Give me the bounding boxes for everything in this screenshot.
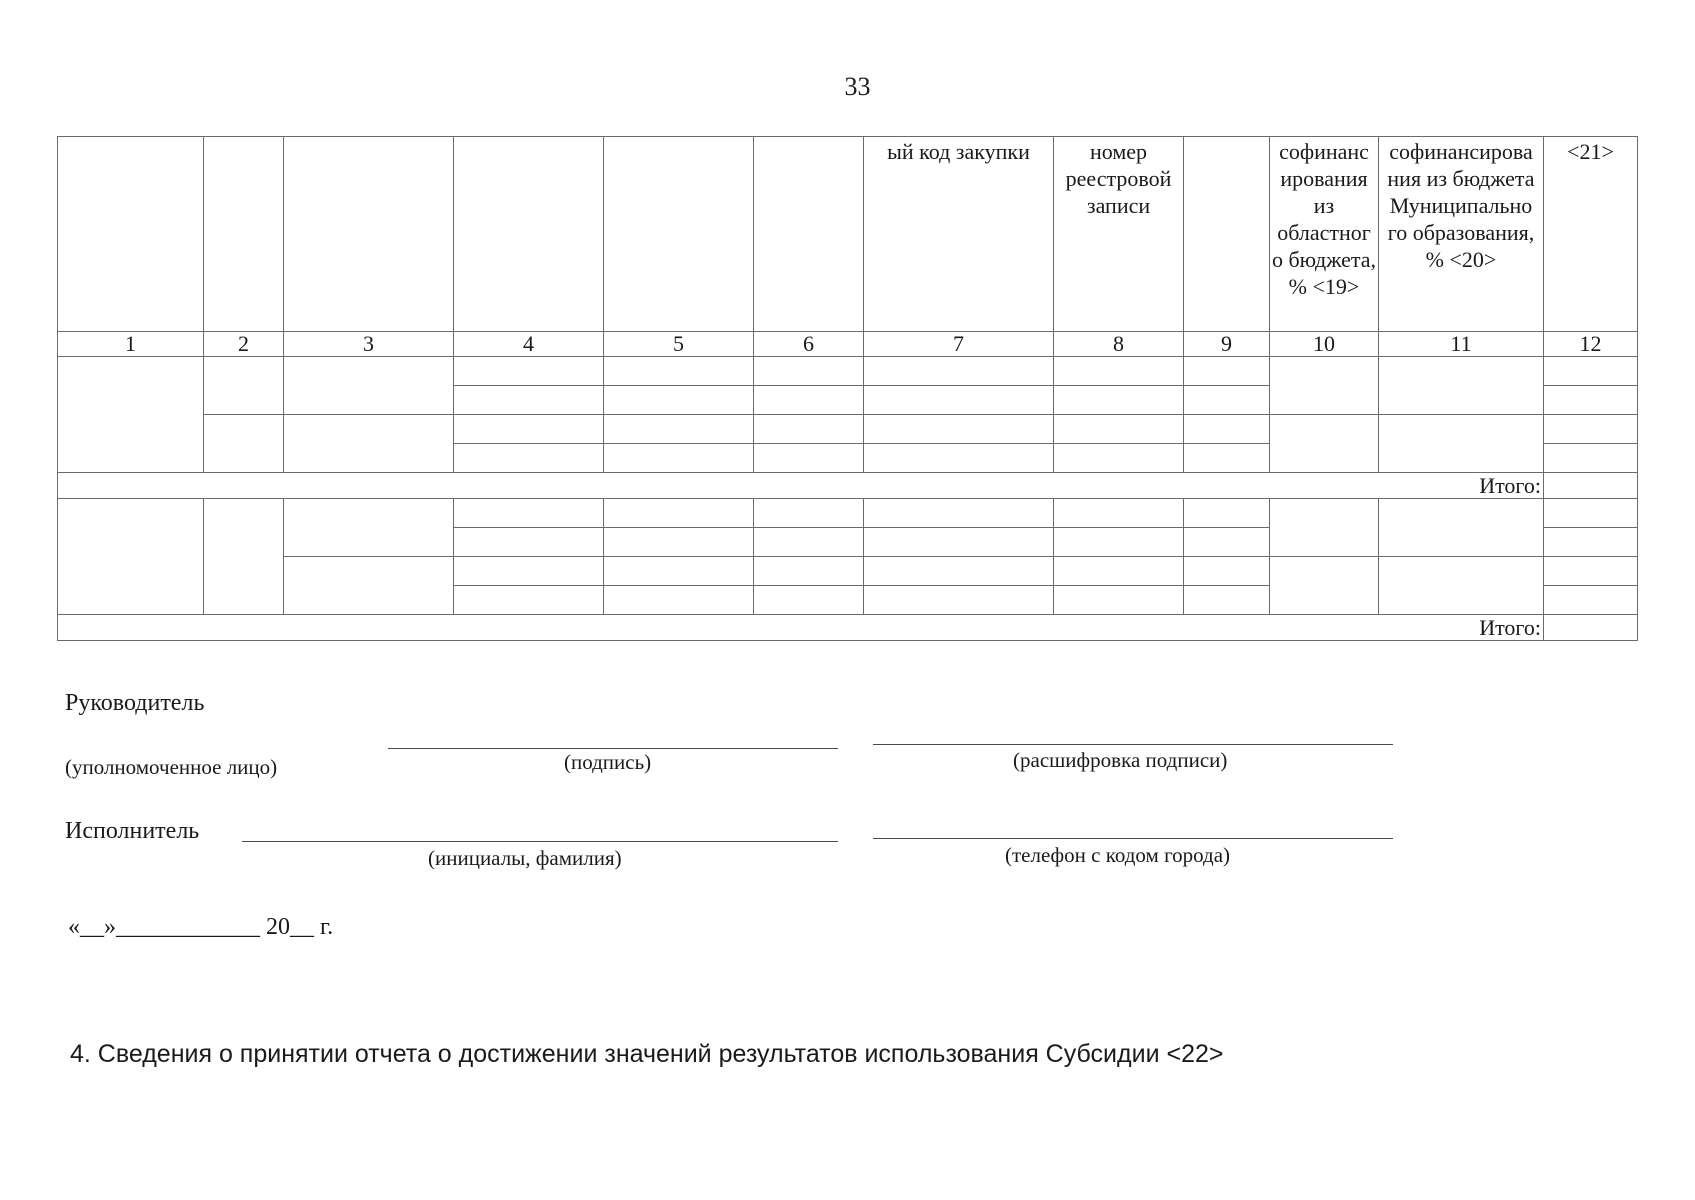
header-procurement-code: ый код закупки bbox=[864, 137, 1054, 332]
column-number: 7 bbox=[864, 332, 1054, 357]
column-number: 10 bbox=[1270, 332, 1379, 357]
head-label: Руководитель bbox=[65, 690, 205, 716]
date-line: «__»____________ 20__ г. bbox=[68, 914, 334, 940]
column-number: 2 bbox=[204, 332, 284, 357]
total-label: Итого: bbox=[58, 615, 1544, 641]
section-title: 4. Сведения о принятии отчета о достижении значений результатов использования Субсидии <22> bbox=[70, 1040, 1224, 1068]
phone-line bbox=[873, 838, 1393, 839]
header-cell-6 bbox=[754, 137, 864, 332]
executor-label: Исполнитель bbox=[65, 818, 200, 844]
signature-decoding-line bbox=[873, 744, 1393, 745]
authorized-person-label: (уполномоченное лицо) bbox=[65, 755, 278, 779]
header-cell-2 bbox=[204, 137, 284, 332]
phone-caption: (телефон с кодом города) bbox=[1005, 843, 1231, 867]
table-row bbox=[58, 415, 1638, 444]
total-row bbox=[58, 615, 1638, 641]
signature-decoding-caption: (расшифровка подписи) bbox=[1013, 748, 1228, 772]
header-cell-3 bbox=[284, 137, 454, 332]
column-number: 3 bbox=[284, 332, 454, 357]
total-value bbox=[1544, 473, 1638, 499]
header-cell-1 bbox=[58, 137, 204, 332]
header-cell-4 bbox=[454, 137, 604, 332]
total-row bbox=[58, 473, 1638, 499]
page-number: 33 bbox=[844, 72, 871, 101]
column-number: 6 bbox=[754, 332, 864, 357]
initials-caption: (инициалы, фамилия) bbox=[428, 846, 622, 870]
report-table bbox=[57, 136, 1638, 641]
header-municipal-cofinancing: софинансирова ния из бюджета Муниципально го образования, % <20> bbox=[1379, 137, 1544, 332]
signature-caption: (подпись) bbox=[564, 750, 652, 774]
column-number: 1 bbox=[58, 332, 204, 357]
total-value bbox=[1544, 615, 1638, 641]
table-row bbox=[58, 557, 1638, 586]
table-row bbox=[58, 499, 1638, 528]
column-number: 9 bbox=[1184, 332, 1270, 357]
header-regional-cofinancing: софинанс ирования из областног о бюджета, % <19> bbox=[1270, 137, 1379, 332]
header-cell-5 bbox=[604, 137, 754, 332]
total-label: Итого: bbox=[58, 473, 1544, 499]
initials-line bbox=[242, 841, 838, 842]
header-registry-number: номер реестровой записи bbox=[1054, 137, 1184, 332]
signature-line bbox=[388, 748, 838, 749]
table-header-row bbox=[58, 137, 1638, 332]
column-number: 8 bbox=[1054, 332, 1184, 357]
column-number: 12 bbox=[1544, 332, 1638, 357]
column-number: 5 bbox=[604, 332, 754, 357]
column-number: 4 bbox=[454, 332, 604, 357]
header-cell-9 bbox=[1184, 137, 1270, 332]
column-number: 11 bbox=[1379, 332, 1544, 357]
column-numbers-row bbox=[58, 332, 1638, 357]
header-note-21: <21> bbox=[1544, 137, 1638, 332]
table-row bbox=[58, 357, 1638, 386]
